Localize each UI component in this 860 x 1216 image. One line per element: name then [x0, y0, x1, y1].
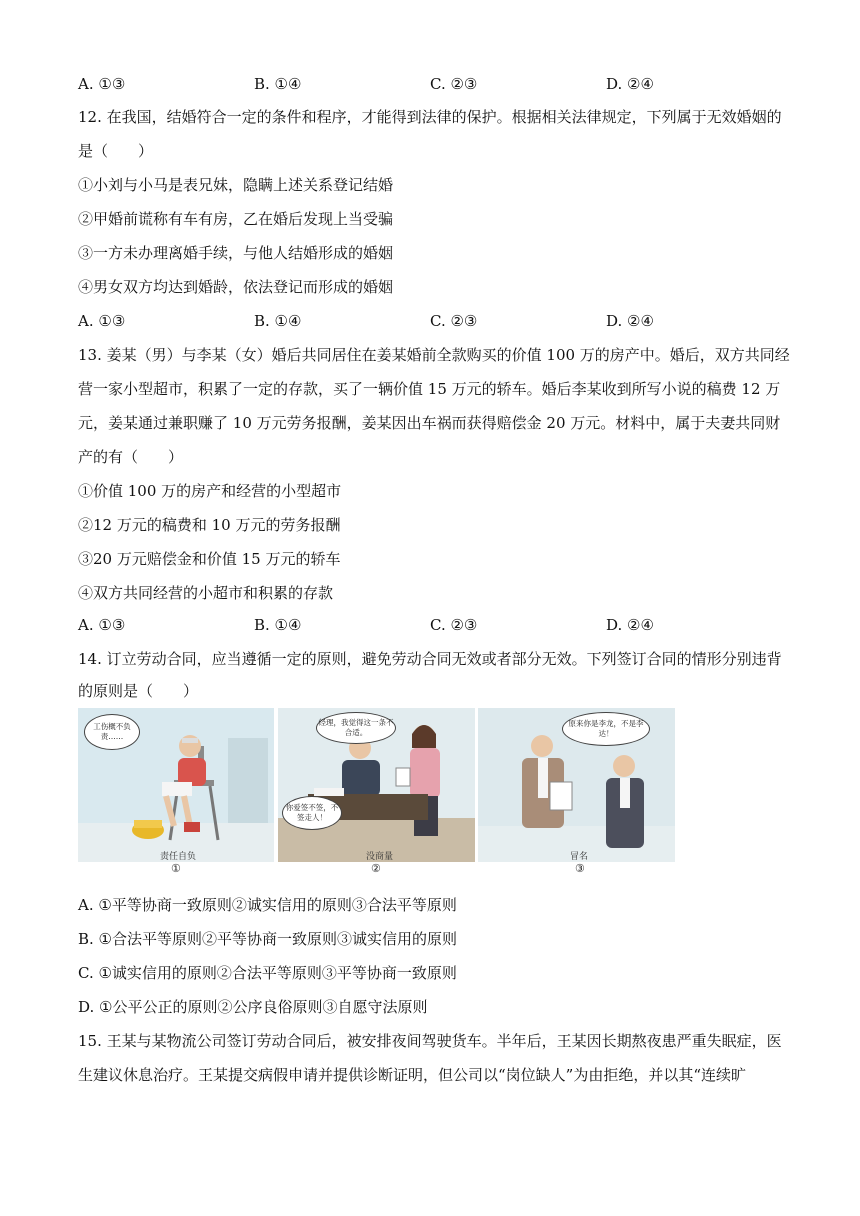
q13-item-1: ①价值 100 万的房产和经营的小型超市: [78, 482, 342, 500]
q12-option-b: B. ①④: [254, 312, 302, 330]
q11-option-d: D. ②④: [606, 75, 654, 93]
q14-stem-line2: 的原则是（ ）: [78, 682, 199, 700]
q13-stem-line4: 产的有（ ）: [78, 448, 184, 466]
q12-stem-line2: 是（ ）: [78, 142, 154, 160]
q14-option-d: D. ①公平公正的原则②公序良俗原则③自愿守法原则: [78, 998, 428, 1016]
q12-option-d: D. ②④: [606, 312, 654, 330]
q12-option-c: C. ②③: [430, 312, 478, 330]
q13-item-3: ③20 万元赔偿金和价值 15 万元的轿车: [78, 550, 341, 568]
q13-option-d: D. ②④: [606, 616, 654, 634]
q14-option-b: B. ①合法平等原则②平等协商一致原则③诚实信用的原则: [78, 930, 458, 948]
q13-item-2: ②12 万元的稿费和 10 万元的劳务报酬: [78, 516, 341, 534]
panel2-speech-bubble-bottom: 你爱签不签，不签走人！: [282, 796, 342, 830]
q12-item-1: ①小刘与小马是表兄妹，隐瞒上述关系登记结婚: [78, 176, 394, 194]
cartoon-panel-2: [278, 708, 475, 862]
q12-options: [78, 310, 778, 332]
q11-option-b: B. ①④: [254, 75, 302, 93]
q13-stem-line1: 13. 姜某（男）与李某（女）婚后共同居住在姜某婚前全款购买的价值 100 万的房产中。婚后，双方共同经: [78, 346, 790, 364]
panel2-caption: 没商量: [366, 852, 394, 862]
panel3-number: ③: [575, 862, 585, 875]
q12-item-4: ④男女双方均达到婚龄，依法登记而形成的婚姻: [78, 278, 394, 296]
q13-option-a: A. ①③: [78, 616, 126, 634]
q13-options: [78, 614, 778, 636]
q14-stem-line1: 14. 订立劳动合同，应当遵循一定的原则，避免劳动合同无效或者部分无效。下列签订合同的情形分别违背: [78, 650, 782, 668]
q13-option-c: C. ②③: [430, 616, 478, 634]
panel1-caption: 责任自负: [160, 852, 197, 862]
q12-option-a: A. ①③: [78, 312, 126, 330]
q12-item-2: ②甲婚前谎称有车有房，乙在婚后发现上当受骗: [78, 210, 394, 228]
q12-item-3: ③一方未办理离婚手续，与他人结婚形成的婚姻: [78, 244, 394, 262]
q12-stem-line1: 12. 在我国，结婚符合一定的条件和程序，才能得到法律的保护。根据相关法律规定，下列属于无效婚姻的: [78, 108, 782, 126]
cartoon-panel-1: [78, 708, 274, 862]
panel1-number: ①: [171, 862, 181, 875]
panel2-number: ②: [371, 862, 381, 875]
q11-option-a: A. ①③: [78, 75, 126, 93]
q11-option-c: C. ②③: [430, 75, 478, 93]
q13-item-4: ④双方共同经营的小超市和积累的存款: [78, 584, 334, 602]
q13-option-b: B. ①④: [254, 616, 302, 634]
q13-stem-line2: 营一家小型超市，积累了一定的存款，买了一辆价值 15 万元的轿车。婚后李某收到所写小说的稿费 12 万: [78, 380, 781, 398]
q15-stem-line1: 15. 王某与某物流公司签订劳动合同后，被安排夜间驾驶货车。半年后，王某因长期熬夜患严重失眠症，医: [78, 1032, 782, 1050]
q14-option-a: A. ①平等协商一致原则②诚实信用的原则③合法平等原则: [78, 896, 457, 914]
panel1-speech-bubble: 工伤概不负责……: [84, 714, 140, 750]
panel3-speech-bubble: 原来你是李龙，不是李达！: [562, 712, 650, 746]
q15-stem-line2: 生建议休息治疗。王某提交病假申请并提供诊断证明，但公司以“岗位缺人”为由拒绝，并以其“连续旷: [78, 1066, 747, 1084]
q11-options: [78, 73, 778, 95]
q14-option-c: C. ①诚实信用的原则②合法平等原则③平等协商一致原则: [78, 964, 457, 982]
panel3-caption: 冒名: [570, 852, 589, 862]
cartoon-panel-3: [478, 708, 675, 862]
panel2-speech-bubble-top: 经理，我觉得这一条不合适。: [316, 712, 396, 744]
q13-stem-line3: 元，姜某通过兼职赚了 10 万元劳务报酬，姜某因出车祸而获得赔偿金 20 万元。材料中，属于夫妻共同财: [78, 414, 781, 432]
